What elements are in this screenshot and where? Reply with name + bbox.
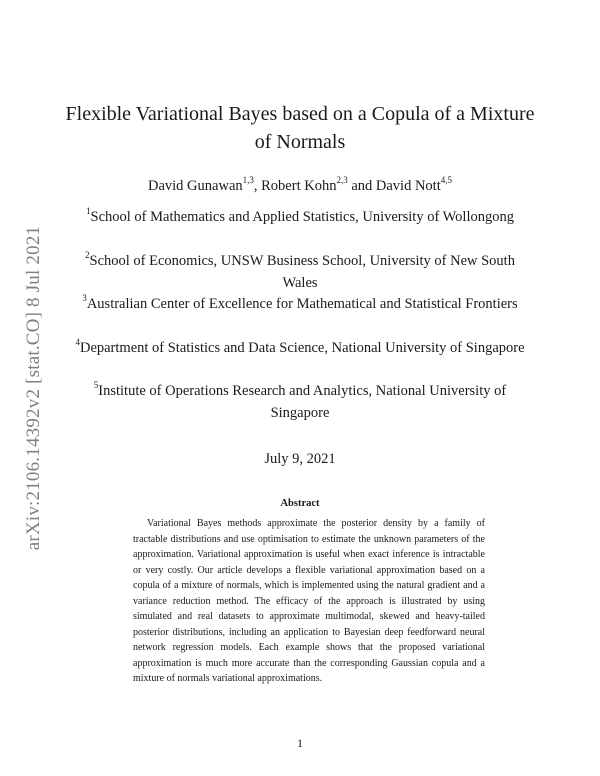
affiliation-number: 1	[86, 206, 91, 217]
affiliation-number: 3	[82, 293, 87, 304]
affiliation	[70, 338, 530, 360]
affiliation	[70, 207, 530, 229]
author-affil-marker: 1,3	[242, 175, 254, 186]
affiliation-text: Australian Center of Excellence for Mathematical and Statistical Frontiers	[86, 296, 518, 312]
affiliation-number: 5	[93, 380, 99, 391]
abstract-heading: Abstract	[280, 498, 320, 509]
affiliation-number: 4	[75, 337, 80, 348]
author-name: David Nott	[375, 178, 441, 194]
arxiv-stamp[interactable]: arXiv:2106.14392v2 [stat.CO] 8 Jul 2021	[23, 225, 44, 551]
affiliation-number: 2	[85, 250, 90, 261]
affiliation	[70, 294, 530, 316]
abstract-body: Variational Bayes methods approximate the posterior density by a family of tractable distributions and use optimisation to estimate the unknown parameters of the approximation. Variational approximation is useful when exact inference is intractable or very costly. Our article develops a flexible variational approximation based on a copula of a mixture of normals, which is implemented using the natural gradient and a variance reduction method. The efficacy of the approach is illustrated by using simulated and real datasets to approximate multimodal, skewed and heavy-tailed posterior distributions, including an application to Bayesian deep feedforward neural network regression models. Each example shows that the proposed variational approximation is much more accurate than the corresponding Gaussian copula and a mixture of normals variational approximations.	[133, 518, 485, 684]
page-number: 1	[297, 736, 303, 750]
publication-date: July 9, 2021	[264, 451, 336, 467]
author-name: David Gunawan	[148, 178, 243, 194]
author-affil-marker: 4,5	[440, 175, 452, 186]
author-list	[40, 176, 560, 196]
paper-title: Flexible Variational Bayes based on a Copula of a Mixture of Normals	[65, 103, 535, 153]
affiliation-text: School of Economics, UNSW Business School, University of New South Wales	[89, 253, 515, 291]
author-separator: and	[347, 178, 376, 194]
affiliation	[70, 251, 530, 294]
author-separator: ,	[253, 178, 262, 194]
author-name: Robert Kohn	[261, 178, 337, 194]
affiliation	[70, 381, 530, 424]
author-affil-marker: 2,3	[336, 175, 348, 186]
affiliation-text: School of Mathematics and Applied Statistics, University of Wollongong	[90, 209, 514, 225]
affiliation-text: Department of Statistics and Data Science, National University of Singapore	[79, 340, 525, 356]
affiliation-text: Institute of Operations Research and Analytics, National University of Singapore	[98, 383, 507, 421]
